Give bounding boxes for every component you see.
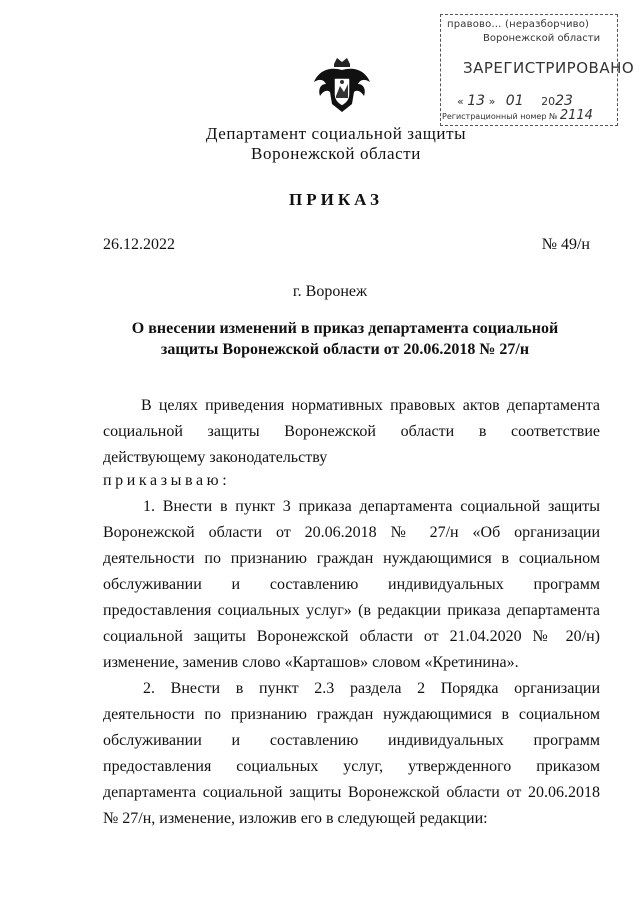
stamp-reg-number [442,108,593,123]
order-date: 26.12.2022 [103,236,175,253]
document-type: ПРИКАЗ [289,190,383,209]
stamp-reg-value: 2114 [559,108,593,123]
stamp-year: 23 [555,93,573,109]
intro-paragraph: В целях приведения нормативных правовых актов департамента социальной защиты Воронежской области в соответствие действующему законодательству [103,397,600,466]
order-word: приказываю: [103,472,231,489]
stamp-reg-label: Регистрационный номер № [442,112,558,121]
department-line-1: Департамент социальной защиты [205,124,467,143]
order-number: № 49/н [541,236,590,253]
department-line-2: Воронежской области [251,144,421,163]
stamp-date-prefix: « [457,95,464,108]
stamp-day: 13 [467,93,486,109]
voronezh-coat-of-arms-icon [310,56,374,116]
item-2-paragraph: 2. Внести в пункт 2.3 раздела 2 Порядка организации деятельности по признанию граждан нуждающимися в социальном обслуживании и составлению индивидуальных программ предоставления социальных услуг, утвержденного приказом департамента социальной защиты Воронежской области от 20.06.2018 № 27/н, изменение, изложив его в следующей редакции: [103,680,600,827]
stamp-month: 01 [505,93,524,109]
stamp-registered: ЗАРЕГИСТРИРОВАНО [463,59,635,77]
item-1-paragraph: 1. Внести в пункт 3 приказа департамента социальной защиты Воронежской области от 20.06.2018 № 27/н «Об организации деятельности по признанию граждан нуждающимися в социальном обслуживании и составлению индивидуальных программ предоставления социальных услуг» (в редакции приказа департамента социальной защиты Воронежской области от 21.04.2020 № 20/н) изменение, заменив слово «Карташов» словом «Кретинина». [103,498,600,671]
stamp-year-prefix: 20 [541,95,556,108]
order-subject: О внесении изменений в приказ департамента социальной защиты Воронежской области от 20.06.2018 № 27/н [131,320,559,358]
order-city: г. Воронеж [292,283,368,300]
stamp-line-2: Воронежской области [483,33,601,44]
stamp-line-1: правово… (неразборчиво) [447,19,590,30]
stamp-date: « 13 » 01 2023 [457,93,573,109]
